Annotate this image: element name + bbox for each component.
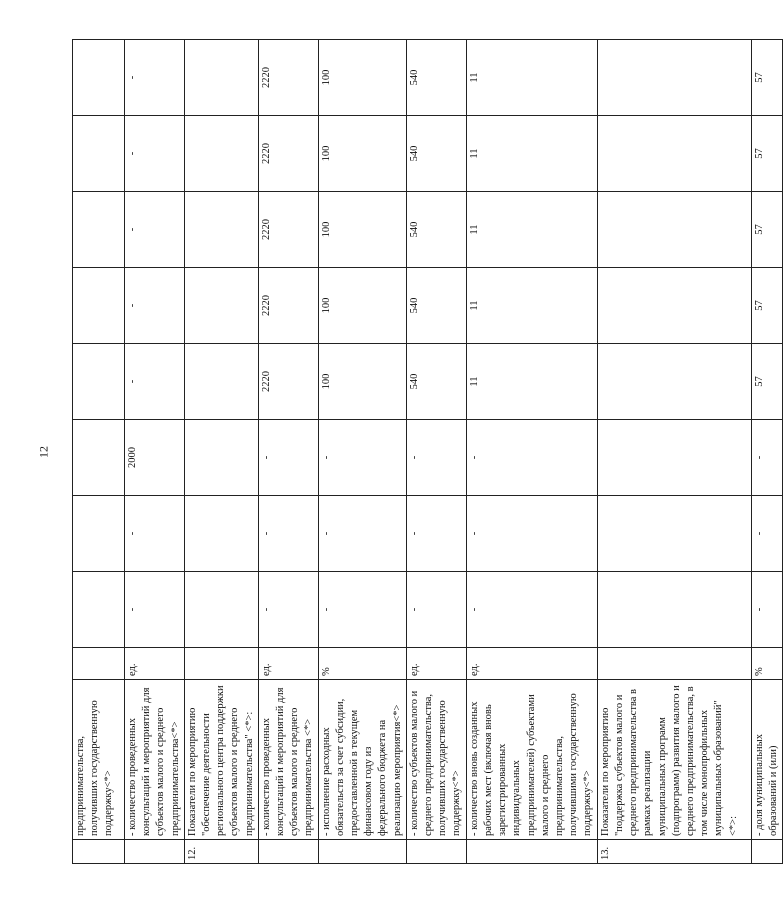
page-number: 12 — [36, 446, 51, 458]
value-cell: - — [258, 496, 318, 572]
value-cell: - — [125, 268, 185, 344]
value-cell: 540 — [406, 116, 466, 192]
table-row — [73, 40, 125, 864]
value-cell: 100 — [318, 268, 406, 344]
table-row — [258, 40, 318, 864]
value-cell: 11 — [466, 116, 597, 192]
value-cell: 540 — [406, 40, 466, 116]
indicator-name-cell: - доля муниципальных образований и (или) — [751, 680, 782, 840]
value-cell — [73, 344, 125, 420]
value-cell: - — [318, 572, 406, 648]
value-cell — [73, 420, 125, 496]
value-cell — [597, 572, 751, 648]
value-cell: 100 — [318, 116, 406, 192]
table-row — [184, 40, 258, 864]
row-number-cell — [406, 840, 466, 864]
unit-cell — [184, 648, 258, 680]
value-cell — [597, 40, 751, 116]
value-cell: 11 — [466, 40, 597, 116]
value-cell: 2220 — [258, 344, 318, 420]
value-cell: 11 — [466, 268, 597, 344]
value-cell — [73, 572, 125, 648]
indicator-name-cell: - количество вновь созданных рабочих мест (включая вновь зарегистрированных индивидуальных предпринимателей) субъектами малого и среднего предпринимательства, получившими государственную поддержку<*> — [466, 680, 597, 840]
row-number-cell — [73, 840, 125, 864]
value-cell — [184, 420, 258, 496]
unit-cell: ед. — [125, 648, 185, 680]
row-number-cell: 13. — [597, 840, 751, 864]
value-cell: - — [125, 572, 185, 648]
value-cell: 57 — [751, 344, 782, 420]
value-cell: 11 — [466, 344, 597, 420]
unit-cell: ед. — [258, 648, 318, 680]
value-cell — [597, 116, 751, 192]
value-cell — [73, 192, 125, 268]
indicator-name-cell: - количество проведенных консультаций и мероприятий для субъектов малого и среднего предпринимательства <*> — [258, 680, 318, 840]
value-cell: 2220 — [258, 192, 318, 268]
value-cell — [597, 192, 751, 268]
value-cell — [184, 496, 258, 572]
row-number-cell — [466, 840, 597, 864]
unit-cell: ед. — [466, 648, 597, 680]
value-cell: - — [258, 420, 318, 496]
value-cell: - — [751, 572, 782, 648]
value-cell: - — [125, 496, 185, 572]
value-cell — [184, 268, 258, 344]
value-cell — [184, 344, 258, 420]
value-cell: - — [318, 496, 406, 572]
value-cell: 100 — [318, 192, 406, 268]
unit-cell — [73, 648, 125, 680]
value-cell — [597, 420, 751, 496]
value-cell — [73, 268, 125, 344]
table-row — [751, 40, 782, 864]
value-cell: 100 — [318, 40, 406, 116]
value-cell: 2220 — [258, 116, 318, 192]
row-number-cell — [258, 840, 318, 864]
indicator-name-cell: - исполнение расходных обязательств за счет субсидии, предоставленной в текущем финансовом году из федерального бюджета на реализацию мероприятия<*> — [318, 680, 406, 840]
row-number-cell — [318, 840, 406, 864]
value-cell — [73, 40, 125, 116]
value-cell — [597, 268, 751, 344]
row-number-cell: 12. — [184, 840, 258, 864]
value-cell: - — [751, 420, 782, 496]
value-cell: - — [318, 420, 406, 496]
value-cell: 2000 — [125, 420, 185, 496]
unit-cell: % — [751, 648, 782, 680]
value-cell: 2220 — [258, 268, 318, 344]
value-cell — [73, 496, 125, 572]
value-cell: 540 — [406, 192, 466, 268]
indicator-name-cell: - количество проведенных консультаций и мероприятий для субъектов малого и среднего предпринимательства<*> — [125, 680, 185, 840]
value-cell: - — [125, 344, 185, 420]
value-cell: - — [125, 40, 185, 116]
value-cell — [184, 116, 258, 192]
value-cell: - — [125, 192, 185, 268]
value-cell — [597, 344, 751, 420]
table-row — [318, 40, 406, 864]
indicators-table-wrapper — [72, 67, 779, 864]
value-cell: - — [466, 572, 597, 648]
value-cell: - — [406, 496, 466, 572]
value-cell — [184, 40, 258, 116]
value-cell: 540 — [406, 268, 466, 344]
value-cell — [184, 572, 258, 648]
value-cell: 100 — [318, 344, 406, 420]
value-cell: 57 — [751, 116, 782, 192]
unit-cell — [597, 648, 751, 680]
table-row — [125, 40, 185, 864]
value-cell: - — [406, 420, 466, 496]
indicator-name-cell: - количество субъектов малого и среднего предпринимательства, получивших государственную поддержку<*> — [406, 680, 466, 840]
value-cell — [73, 116, 125, 192]
value-cell: 57 — [751, 40, 782, 116]
indicator-name-cell: Показатели по мероприятию "обеспечение деятельности регионального центра поддержки субъектов малого и среднего предпринимательства" <*>: — [184, 680, 258, 840]
value-cell: - — [466, 420, 597, 496]
value-cell: 57 — [751, 192, 782, 268]
value-cell — [184, 192, 258, 268]
value-cell: 11 — [466, 192, 597, 268]
value-cell: - — [751, 496, 782, 572]
table-row — [406, 40, 466, 864]
row-number-cell — [751, 840, 782, 864]
value-cell: - — [125, 116, 185, 192]
value-cell: - — [406, 572, 466, 648]
table-row — [466, 40, 597, 864]
value-cell — [597, 496, 751, 572]
value-cell: 540 — [406, 344, 466, 420]
value-cell: - — [466, 496, 597, 572]
value-cell: - — [258, 572, 318, 648]
row-number-cell — [125, 840, 185, 864]
value-cell: 2220 — [258, 40, 318, 116]
indicator-name-cell: Показатели по мероприятию "поддержка субъектов малого и среднего предпринимательства в рамках реализации муниципальных программ (подпрограмм) развития малого и среднего предпринимательства, в том числе монопрофильных муниципальных образований" <*>: — [597, 680, 751, 840]
unit-cell: % — [318, 648, 406, 680]
indicator-name-cell: предпринимательства, получивших государственную поддержку<*> — [73, 680, 125, 840]
unit-cell: ед. — [406, 648, 466, 680]
indicators-table — [72, 39, 783, 864]
value-cell: 57 — [751, 268, 782, 344]
table-row — [597, 40, 751, 864]
